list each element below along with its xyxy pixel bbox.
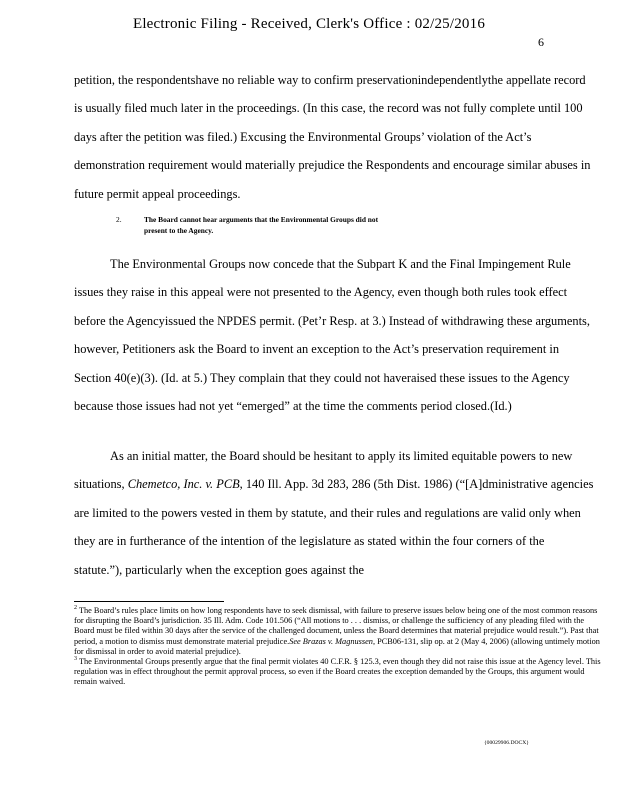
paragraph-lead: As an initial matter, the Board should be hesitant to apply its limited equitable powers to new situations, [74, 449, 573, 492]
paragraph-text [74, 442, 594, 584]
paragraph-concession [74, 250, 594, 420]
page-number: 6 [538, 35, 544, 49]
footnote-text: The Board’s rules place limits on how long respondents have to seek dismissal, with failure to preserve issues below being one of the most common reasons for disrupting the Board’s jurisdiction. 35 Ill. Adm. Code 101.506 (“All motions to . . . dismiss, or challenge the sufficiency of any pleading filed with the Board must be filed within 30 days after the service of the challenged document, unless the Board determines that material prejudice would result.”). Past that period, a motion to dismiss must demonstrate material prejudice. [74, 606, 599, 646]
heading-text [144, 214, 444, 236]
heading-line-1: The Board cannot hear arguments that the Environmental Groups did not [144, 215, 379, 224]
footnote-case-name: See Brazas v. Magnussen [289, 636, 373, 646]
footnote-3 [74, 657, 602, 688]
paragraph-rest: , 140 Ill. App. 3d 283, 286 (5th Dist. 1986) (“[A]dministrative agencies are limited to the powers vested in them by statute, and their rules and regulations are valid only when they are in furtherance of the intention of the legislature as stated within the four corners of the statute.”), particularly when the exception goes against the [74, 477, 594, 577]
paragraph-text [74, 250, 594, 420]
heading-number: 2. [116, 215, 122, 224]
paragraph-initial-matter [74, 442, 594, 584]
paragraph-continuation [74, 66, 594, 208]
footnote-text-cont: , PCB06-131, slip op. at 2 (May 4, 2006) (allowing untimely motion for dismissal in order to avoid material prejudice). [74, 636, 600, 656]
footnote-2 [74, 606, 602, 657]
footnote-marker: 2 [74, 605, 77, 612]
document-id: {00029906.DOCX} [484, 740, 529, 746]
case-name: Chemetco, Inc. v. PCB [127, 477, 240, 492]
footnote-marker: 3 [74, 656, 77, 663]
paragraph-body: The Environmental Groups now concede that the Subpart K and the Final Impingement Rule issues they raise in this appeal were not presented to the Agency, even though both rules took effect before the Agencyissued the NPDES permit. (Pet’r Resp. at 3.) Instead of withdrawing these arguments, however, Petitioners ask the Board to invent an exception to the Act’s preservation requirement in Section 40(e)(3). (Id. at 5.) They complain that they could not haveraised these issues to the Agency because those issues had not yet “emerged” at the time the comments period closed. [74, 257, 590, 414]
heading-line-2: present to the Agency. [144, 226, 214, 235]
footnotes [74, 606, 602, 688]
footnote-separator [74, 601, 224, 602]
filing-stamp: Electronic Filing - Received, Clerk's Office : 02/25/2016 [132, 16, 486, 32]
footnote-text: The Environmental Groups presently argue that the final permit violates 40 C.F.R. § 125.3, even though they did not raise this issue at the Agency level. This regulation was in effect throughout the permit approval process, so even if the Board creates the exception demanded by the Groups, this argument would remain waived. [74, 657, 601, 687]
paragraph-text: petition, the respondentshave no reliable way to confirm preservationindependentlythe appellate record is usually filed much later in the proceedings. (In this case, the record was not fully complete until 100 days after the petition was filed.) Excusing the Environmental Groups’ violation of the Act’s demonstration requirement would materially prejudice the Respondents and encourage similar abuses in future permit appeal proceedings. [74, 73, 591, 201]
citation: (Id.) [490, 399, 512, 414]
